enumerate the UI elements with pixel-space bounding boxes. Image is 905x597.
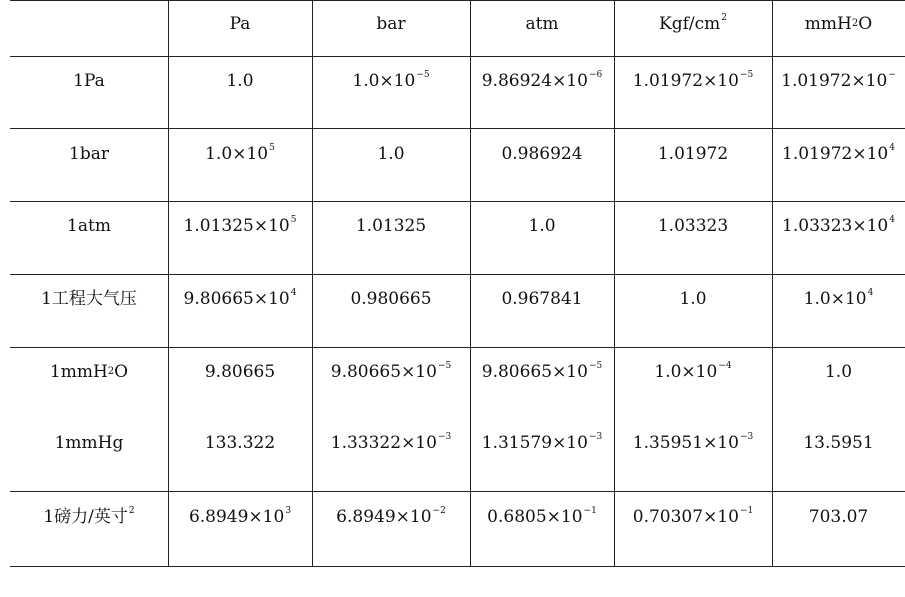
table-cell: 1.01972×10 $^{-5}$ — [632, 70, 754, 91]
table-cell: 1.0×10 $^{-4}$ — [654, 361, 732, 382]
table-cell: 6.8949×10 $^3$ — [188, 506, 292, 527]
table-cell: 1.03323×10 $^4$ — [782, 215, 895, 236]
table-cell: 1.0×10 $^5$ — [205, 143, 275, 164]
table-cell: 1.0×10 $^4$ — [803, 288, 874, 309]
row-label: 1mmHg — [54, 433, 124, 453]
table-cell: 1.01325×10 $^5$ — [183, 215, 297, 236]
table-cell: 9.80665×10 $^{-5}$ — [481, 361, 603, 382]
table-rule-1 — [10, 56, 905, 57]
table-cell: 6.8949×10 $^{-2}$ — [336, 506, 446, 527]
table-cell: 1.0×10 $^{-5}$ — [352, 70, 430, 91]
table-cell: 0.967841 — [501, 289, 583, 309]
row-label: 1Pa — [73, 71, 105, 91]
table-cell: 9.80665 — [204, 362, 276, 382]
row-label: 1磅力/英寸 $^2$ — [43, 506, 135, 527]
table-cell: 1.0 — [377, 144, 405, 164]
table-cell: 1.01325 — [355, 216, 427, 236]
table-cell: 1.0 — [824, 362, 853, 382]
table-cell: 1.0 — [226, 71, 254, 91]
table-cell: 1.35951×10 $^{-3}$ — [632, 432, 754, 453]
table-cell: 703.07 — [808, 507, 869, 527]
table-rule-6 — [10, 491, 905, 492]
table-cell: 1.0 — [528, 216, 556, 236]
header-cell: bar — [376, 14, 406, 34]
table-cell: 1.01972×10 − — [781, 70, 896, 91]
table-rule-2 — [10, 128, 905, 129]
table-cell: 133.322 — [204, 433, 276, 453]
row-label: 1bar — [69, 144, 109, 164]
table-cell: 0.70307×10 $^{-1}$ — [632, 506, 754, 527]
table-rule-4 — [10, 274, 905, 275]
table-rule-3 — [10, 201, 905, 202]
table-cell: 1.01972×10 $^4$ — [782, 143, 895, 164]
table-rule-7 — [10, 566, 905, 567]
table-cell: 0.980665 — [350, 289, 432, 309]
header-cell: Kgf/cm $^2$ — [659, 13, 727, 34]
table-cell: 0.6805×10 $^{-1}$ — [487, 506, 597, 527]
table-rule-5 — [10, 347, 905, 348]
table-cell: 1.0 — [679, 289, 707, 309]
table-cell: 13.5951 — [803, 433, 874, 453]
header-cell: Pa — [229, 14, 251, 34]
table-cell: 1.03323 — [657, 216, 729, 236]
table-cell: 0.986924 — [501, 144, 583, 164]
row-label: 1工程大气压 — [41, 289, 137, 309]
table-cell: 9.80665×10 $^4$ — [183, 288, 297, 309]
table-cell: 1.31579×10 $^{-3}$ — [481, 432, 603, 453]
header-cell: mmH 2 O — [804, 14, 873, 34]
row-label: 1atm — [67, 216, 111, 236]
table-cell: 1.01972 — [657, 144, 729, 164]
table-cell: 9.86924×10 $^{-6}$ — [481, 70, 603, 91]
table-cell: 1.33322×10 $^{-3}$ — [330, 432, 452, 453]
table-rule-0 — [10, 0, 905, 1]
table-cell: 9.80665×10 $^{-5}$ — [330, 361, 452, 382]
header-cell: atm — [525, 14, 559, 34]
row-label: 1mmH 2 O — [49, 362, 129, 382]
